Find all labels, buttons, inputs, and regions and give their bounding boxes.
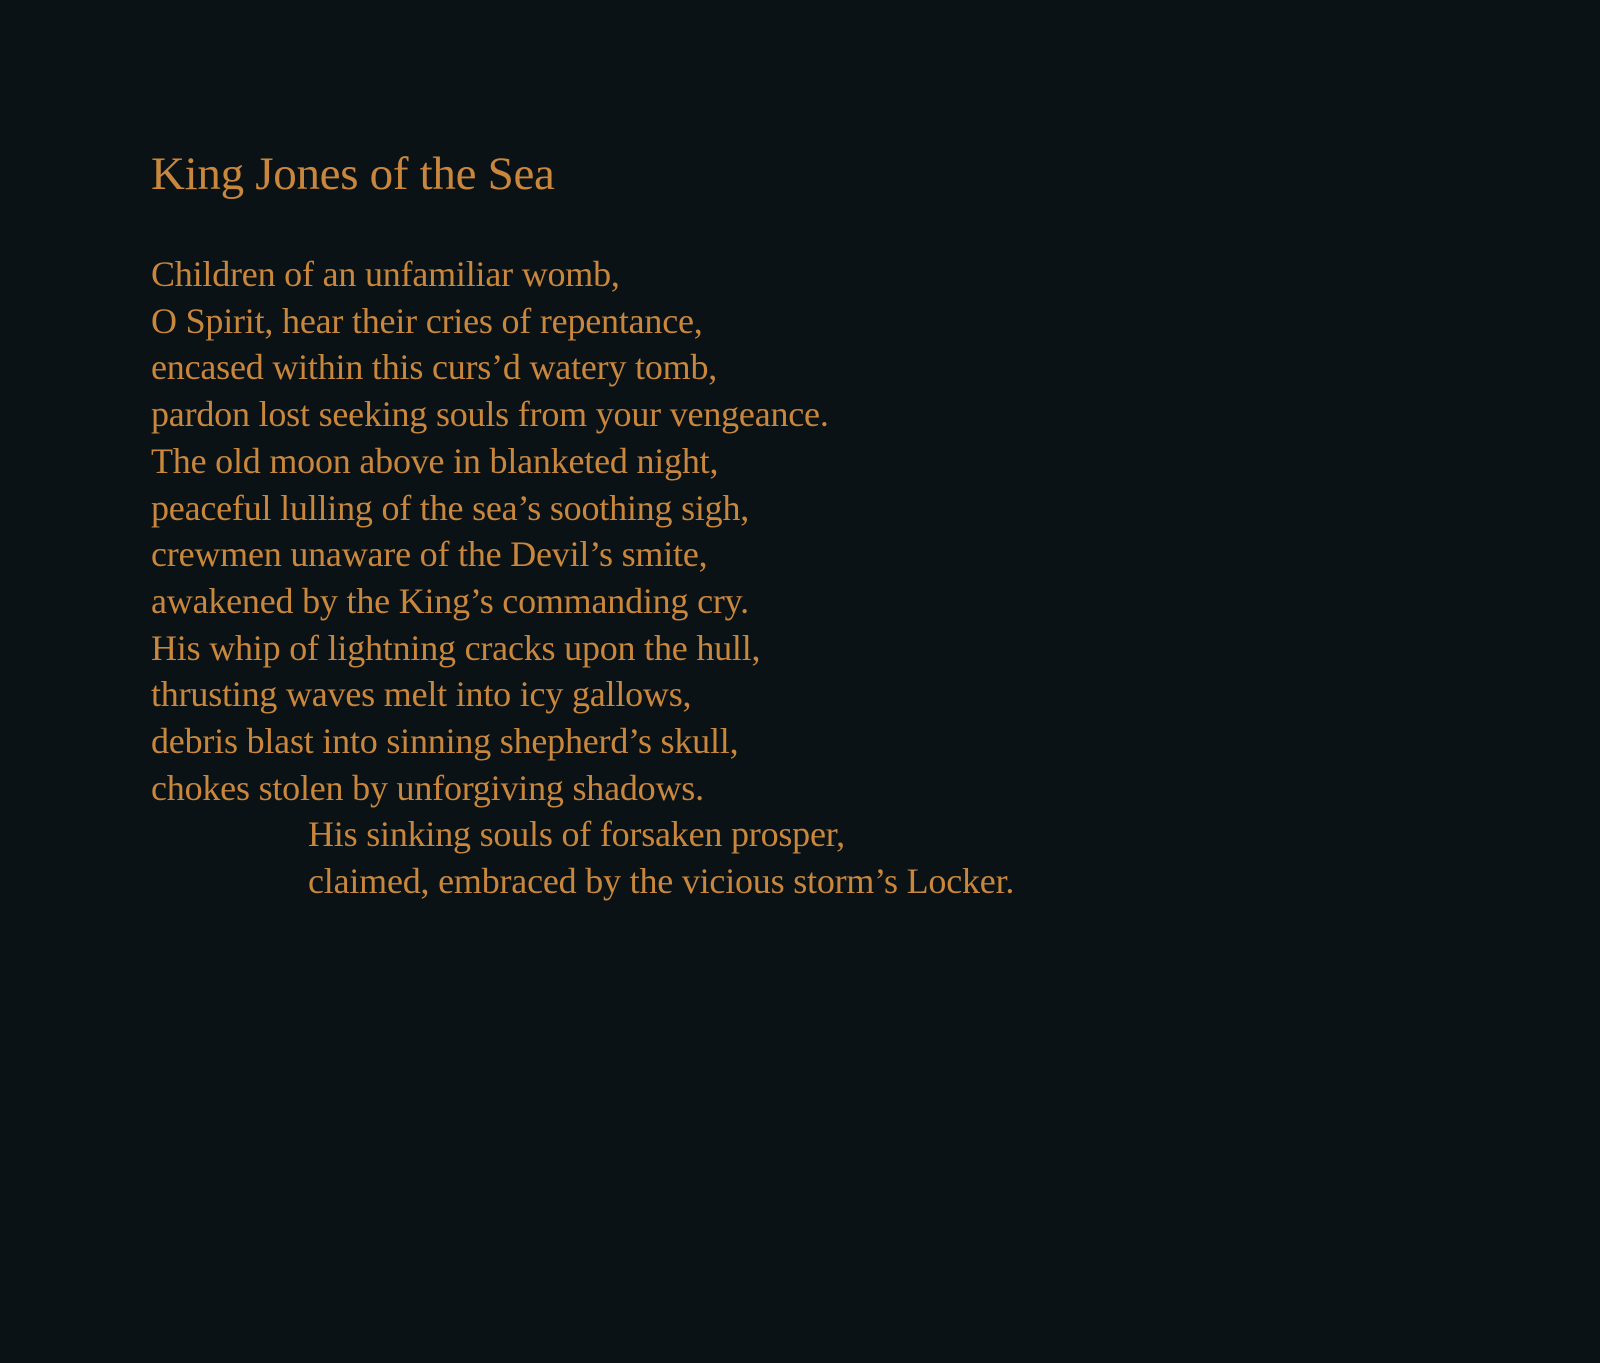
- poem: [151, 146, 1451, 905]
- poem-line-11: debris blast into sinning shepherd’s skull,: [151, 721, 739, 762]
- poem-line-3: encased within this curs’d watery tomb,: [151, 347, 718, 388]
- poem-body: [151, 251, 1451, 905]
- poem-line-9: His whip of lightning cracks upon the hull,: [151, 627, 761, 668]
- poem-line-12: chokes stolen by unforgiving shadows.: [151, 767, 704, 808]
- poem-title: King Jones of the Sea: [151, 148, 555, 200]
- poem-line-7: crewmen unaware of the Devil’s smite,: [151, 534, 708, 575]
- poem-line-10: thrusting waves melt into icy gallows,: [151, 674, 692, 715]
- poem-line-4: pardon lost seeking souls from your vengeance.: [151, 394, 829, 435]
- poem-couplet-line-1: His sinking souls of forsaken prosper,: [308, 814, 845, 855]
- poem-line-2: O Spirit, hear their cries of repentance,: [151, 300, 703, 341]
- poem-line-6: peaceful lulling of the sea’s soothing sigh,: [151, 487, 750, 528]
- poem-line-8: awakened by the King’s commanding cry.: [151, 580, 749, 621]
- poem-couplet-line-2: claimed, embraced by the vicious storm’s Locker.: [308, 861, 1015, 902]
- poem-line-5: The old moon above in blanketed night,: [151, 440, 719, 481]
- poem-line-1: Children of an unfamiliar womb,: [151, 254, 620, 294]
